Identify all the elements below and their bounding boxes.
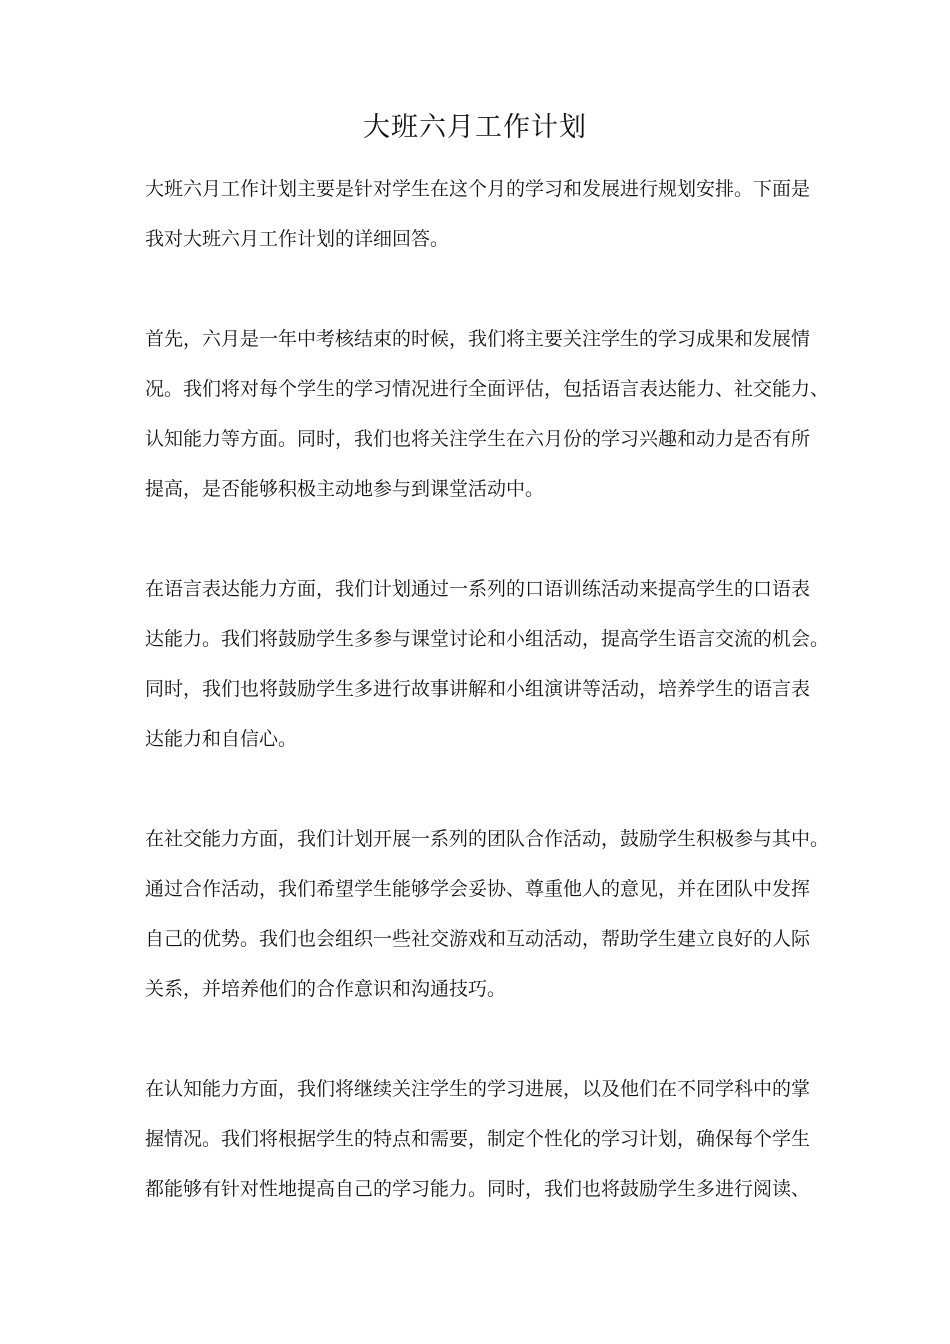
text-line: 握情况。我们将根据学生的特点和需要，制定个性化的学习计划，确保每个学生 bbox=[145, 1128, 811, 1150]
text-line: 大班六月工作计划主要是针对学生在这个月的学习和发展进行规划安排。下面是 bbox=[145, 178, 811, 200]
text-line: 首先，六月是一年中考核结束的时候，我们将主要关注学生的学习成果和发展情 bbox=[145, 328, 811, 350]
text-line: 达能力。我们将鼓励学生多参与课堂讨论和小组活动，提高学生语言交流的机会。 bbox=[145, 628, 830, 650]
document-body bbox=[145, 164, 830, 1214]
paragraph-spacer bbox=[145, 264, 810, 314]
text-line: 都能够有针对性地提高自己的学习能力。同时，我们也将鼓励学生多进行阅读、 bbox=[145, 1178, 811, 1200]
text-line: 在社交能力方面，我们计划开展一系列的团队合作活动，鼓励学生积极参与其中。 bbox=[145, 828, 830, 850]
paragraph-cognitive bbox=[145, 1064, 810, 1214]
text-line: 同时，我们也将鼓励学生多进行故事讲解和小组演讲等活动，培养学生的语言表 bbox=[145, 678, 811, 700]
text-line: 在认知能力方面，我们将继续关注学生的学习进展，以及他们在不同学科中的掌 bbox=[145, 1078, 811, 1100]
paragraph-spacer bbox=[145, 1014, 810, 1064]
document-title: 大班六月工作计划 bbox=[363, 112, 587, 143]
text-line: 在语言表达能力方面，我们计划通过一系列的口语训练活动来提高学生的口语表 bbox=[145, 578, 811, 600]
paragraph-social bbox=[145, 814, 830, 1014]
text-line: 况。我们将对每个学生的学习情况进行全面评估，包括语言表达能力、社交能力、 bbox=[145, 378, 830, 400]
paragraph-assessment bbox=[145, 314, 830, 514]
text-line: 提高，是否能够积极主动地参与到课堂活动中。 bbox=[145, 478, 545, 500]
text-line: 认知能力等方面。同时，我们也将关注学生在六月份的学习兴趣和动力是否有所 bbox=[145, 428, 811, 450]
text-line: 通过合作活动，我们希望学生能够学会妥协、尊重他人的意见，并在团队中发挥 bbox=[145, 878, 811, 900]
text-line: 达能力和自信心。 bbox=[145, 728, 298, 750]
text-line: 关系，并培养他们的合作意识和沟通技巧。 bbox=[145, 978, 507, 1000]
paragraph-spacer bbox=[145, 764, 810, 814]
paragraph-spacer bbox=[145, 514, 810, 564]
text-line: 我对大班六月工作计划的详细回答。 bbox=[145, 228, 450, 250]
paragraph-language bbox=[145, 564, 830, 764]
text-line: 自己的优势。我们也会组织一些社交游戏和互动活动，帮助学生建立良好的人际 bbox=[145, 928, 811, 950]
paragraph-intro bbox=[145, 164, 810, 264]
